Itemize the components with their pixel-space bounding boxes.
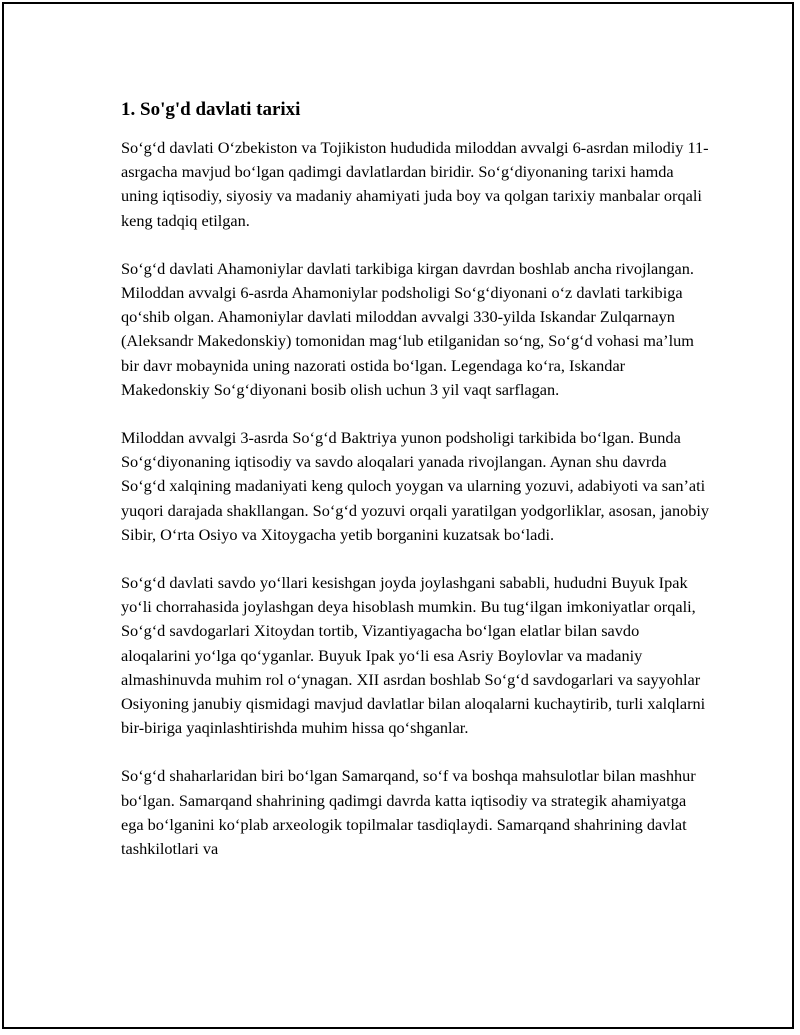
paragraph: So‘g‘d davlati Ahamoniylar davlati tarkibiga kirgan davrdan boshlab ancha rivojlangan. Miloddan avvalgi 6-asrda Ahamoniylar podsholigi So‘g‘diyonani o‘z davlati tarkibiga qo‘shib olgan. Ahamoniylar davlati miloddan avvalgi 330-yilda Iskandar Zulqarnayn (Aleksandr Makedonskiy) tomonidan mag‘lub etilganidan so‘ng, So‘g‘d vohasi ma’lum bir davr mobaynida uning nazorati ostida bo‘lgan. Legendaga ko‘ra, Iskandar Makedonskiy So‘g‘diyonani bosib olish uchun 3 yil vaqt sarflagan. — [121, 258, 694, 399]
document-page — [2, 2, 794, 1029]
paragraph: So‘g‘d davlati O‘zbekiston va Tojikiston hududida miloddan avvalgi 6-asrdan milodiy 11-asrgacha mavjud bo‘lgan qadimgi davlatlardan biridir. So‘g‘diyonaning tarixi hamda uning iqtisodiy, siyosiy va madaniy ahamiyati juda boy va qolgan tarixiy manbalar orqali keng tadqiq etilgan. — [121, 138, 709, 230]
document-body — [121, 96, 711, 885]
section-heading: 1. So'g'd davlati tarixi — [121, 99, 301, 120]
paragraph: So‘g‘d shaharlaridan biri bo‘lgan Samarqand, so‘f va boshqa mahsulotlar bilan mashhur bo‘lgan. Samarqand shahrining qadimgi davrda katta iqtisodiy va strategik ahamiyatga ega bo‘lganini ko‘plab arxeologik topilmalar tasdiqlaydi. Samarqand shahrining davlat tashkilotlari va — [121, 766, 696, 859]
paragraph: So‘g‘d davlati savdo yo‘llari kesishgan joyda joylashgani sababli, hududni Buyuk Ipak yo‘li chorrahasida joylashgan deya hisoblash mumkin. Bu tug‘ilgan imkoniyatlar orqali, So‘g‘d savdogarlari Xitoydan tortib, Vizantiyagacha bo‘lgan elatlar bilan savdo aloqalarini yo‘lga qo‘yganlar. Buyuk Ipak yo‘li esa Asriy Boylovlar va madaniy almashinuvda muhim rol o‘ynagan. XII asrdan boshlab So‘g‘d savdogarlari va sayyohlar Osiyoning janubiy qismidagi mavjud davlatlar bilan aloqalarni kuchaytirib, turli xalqlarni bir-biriga yaqinlashtirishda muhim hissa qo‘shganlar. — [121, 573, 706, 738]
paragraph: Miloddan avvalgi 3-asrda So‘g‘d Baktriya yunon podsholigi tarkibida bo‘lgan. Bunda So‘g‘diyonaning iqtisodiy va savdo aloqalari yanada rivojlangan. Aynan shu davrda So‘g‘d xalqining madaniyati keng quloch yoygan va ularning yozuvi, adabiyoti va san’ati yuqori darajada shakllangan. So‘g‘d yozuvi orqali yaratilgan yodgorliklar, asosan, janobiy Sibir, O‘rta Osiyo va Xitoygacha yetib borganini kuzatsak bo‘ladi. — [121, 428, 710, 544]
